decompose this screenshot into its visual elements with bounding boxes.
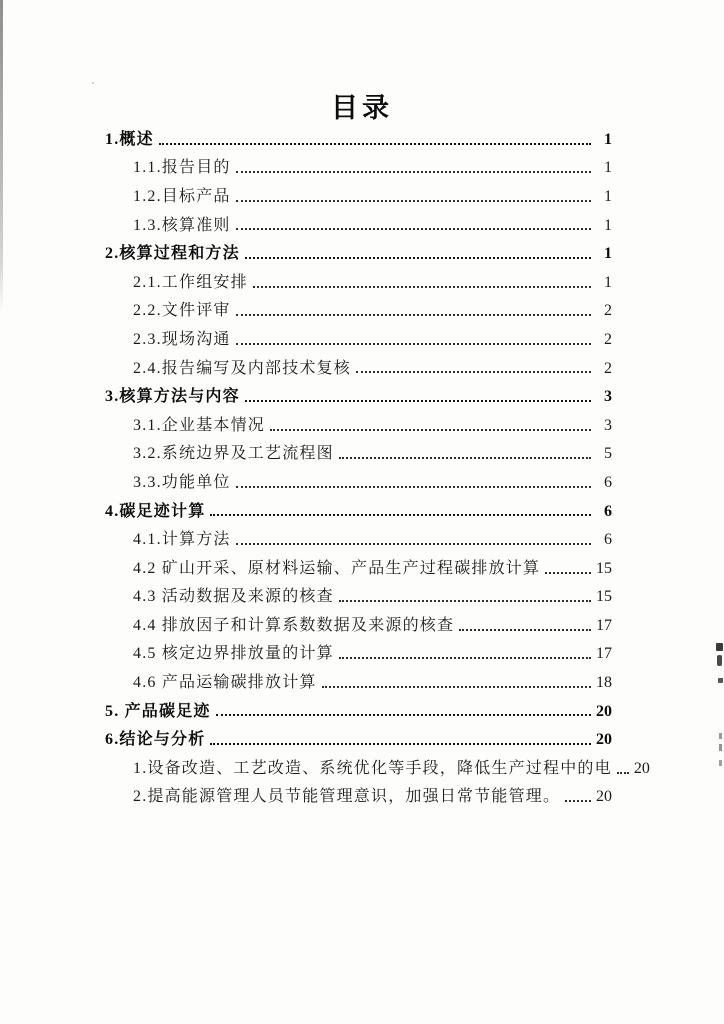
toc-entry-page: 1: [604, 187, 612, 205]
toc-entry-page: 20: [596, 731, 612, 749]
toc-entry-label: 5. 产品碳足迹: [105, 702, 211, 720]
toc-entry: [105, 263, 612, 292]
toc-entry-page: 20: [633, 759, 650, 777]
dot-leader: [245, 257, 591, 259]
toc-entry-label: 4.5 核定边界排放量的计算: [133, 645, 334, 663]
toc-entry-page: 1: [604, 216, 612, 234]
toc-entry-page: 15: [596, 559, 612, 577]
toc-entry: [105, 463, 612, 492]
toc-entry: [105, 406, 612, 435]
dot-leader: [159, 143, 591, 145]
toc-entry-label: 4.碳足迹计算: [105, 502, 206, 520]
dot-leader: [236, 343, 591, 345]
toc-entry-label: 3.1.企业基本情况: [133, 416, 266, 434]
toc-entry-label: 1.2.目标产品: [133, 187, 231, 205]
dot-leader: [339, 657, 591, 659]
dot-leader: [236, 228, 591, 230]
toc-entry-label: 4.3 活动数据及来源的核查: [133, 588, 334, 606]
toc-entry-label: 4.2 矿山开采、原材料运输、产品生产过程碳排放计算: [133, 559, 541, 577]
toc-entry: [105, 349, 612, 378]
toc-entry-page: 2: [604, 302, 612, 320]
scan-artifact: [717, 655, 722, 666]
toc-entry-page: 5: [604, 445, 612, 463]
dot-leader: [339, 600, 591, 602]
toc-entry-page: 3: [604, 388, 612, 406]
toc-entry-label: 3.3.功能单位: [133, 473, 231, 491]
toc-entry: [105, 435, 612, 464]
toc-entry: [105, 206, 612, 235]
toc-entry: [105, 234, 612, 263]
dot-leader: [339, 457, 591, 459]
toc-entry-label: 6.结论与分析: [105, 731, 206, 749]
toc-entry-label: 2.3.现场沟通: [133, 330, 231, 348]
toc-entry: [105, 292, 612, 321]
toc-entry-label: 3.2.系统边界及工艺流程图: [133, 445, 334, 463]
toc-entry: [105, 778, 612, 807]
toc-entry-page: 1: [604, 245, 612, 263]
toc-entry: [105, 720, 612, 749]
toc-entry-label: 2.提高能源管理人员节能管理意识，加强日常节能管理。: [133, 788, 561, 806]
toc-entry: [105, 520, 612, 549]
dot-leader: [617, 772, 629, 774]
toc-entry-label: 4.4 排放因子和计算系数数据及来源的核查: [133, 616, 455, 634]
dot-leader: [270, 429, 591, 431]
toc-entry-page: 18: [596, 674, 612, 692]
dot-leader: [322, 686, 591, 688]
toc-entry-label: 2.1.工作组安排: [133, 273, 248, 291]
toc-entry: [105, 120, 612, 149]
toc-entry: [105, 692, 612, 721]
scan-artifact: [719, 733, 722, 739]
toc-entry-page: 17: [596, 616, 612, 634]
toc-entry-page: 2: [604, 359, 612, 377]
dot-leader: [236, 314, 591, 316]
toc-entry-label: 3.核算方法与内容: [105, 388, 240, 406]
dot-leader: [459, 629, 591, 631]
scan-artifact: [719, 744, 722, 751]
toc-entry-label: 1.1.报告目的: [133, 159, 231, 177]
toc-entry-label: 2.4.报告编写及内部技术复核: [133, 359, 352, 377]
toc-entry: [105, 177, 612, 206]
toc-entry-page: 6: [604, 502, 612, 520]
scan-artifact: [716, 643, 723, 651]
toc-entry-label: 1.设备改造、工艺改造、系统优化等手段，降低生产过程中的电: [133, 759, 612, 777]
toc-entry-page: 3: [604, 416, 612, 434]
toc-entry: [105, 320, 612, 349]
dot-leader: [565, 800, 591, 802]
toc-entry-page: 2: [604, 330, 612, 348]
dot-leader: [236, 200, 591, 202]
toc-entry: [105, 149, 612, 178]
scan-artifact-left-edge: [0, 0, 3, 312]
toc-entry: [105, 549, 612, 578]
toc-entry: [105, 635, 612, 664]
dot-leader: [210, 743, 591, 745]
dot-leader: [236, 543, 591, 545]
toc-entry-label: 1.概述: [105, 130, 154, 148]
toc-entry: [105, 492, 612, 521]
scan-artifact: [92, 82, 94, 84]
dot-leader: [210, 514, 591, 516]
toc-entry-page: 6: [604, 473, 612, 491]
dot-leader: [356, 371, 591, 373]
dot-leader: [236, 486, 591, 488]
toc-list: [105, 120, 650, 806]
toc-entry-label: 2.核算过程和方法: [105, 245, 240, 263]
toc-entry: [105, 606, 612, 635]
toc-entry-page: 1: [604, 273, 612, 291]
dot-leader: [253, 286, 591, 288]
dot-leader: [245, 400, 591, 402]
toc-entry-page: 15: [596, 588, 612, 606]
toc-entry-page: 6: [604, 531, 612, 549]
page-title: 目录: [331, 93, 393, 123]
dot-leader: [545, 572, 591, 574]
toc-entry-label: 2.2.文件评审: [133, 302, 231, 320]
toc-entry-page: 17: [596, 645, 612, 663]
dot-leader: [216, 714, 591, 716]
scan-artifact: [718, 678, 723, 683]
toc-entry-label: 4.1.计算方法: [133, 531, 231, 549]
toc-entry: [105, 663, 612, 692]
toc-entry: [105, 749, 650, 778]
toc-entry: [105, 377, 612, 406]
toc-entry-page: 1: [604, 159, 612, 177]
toc-entry-label: 1.3.核算准则: [133, 216, 231, 234]
toc-entry-page: 1: [604, 130, 612, 148]
toc-entry-page: 20: [596, 788, 612, 806]
toc-entry: [105, 578, 612, 607]
dot-leader: [236, 171, 591, 173]
toc-entry-page: 20: [596, 702, 612, 720]
toc-entry-label: 4.6 产品运输碳排放计算: [133, 674, 317, 692]
scan-artifact: [719, 760, 722, 766]
